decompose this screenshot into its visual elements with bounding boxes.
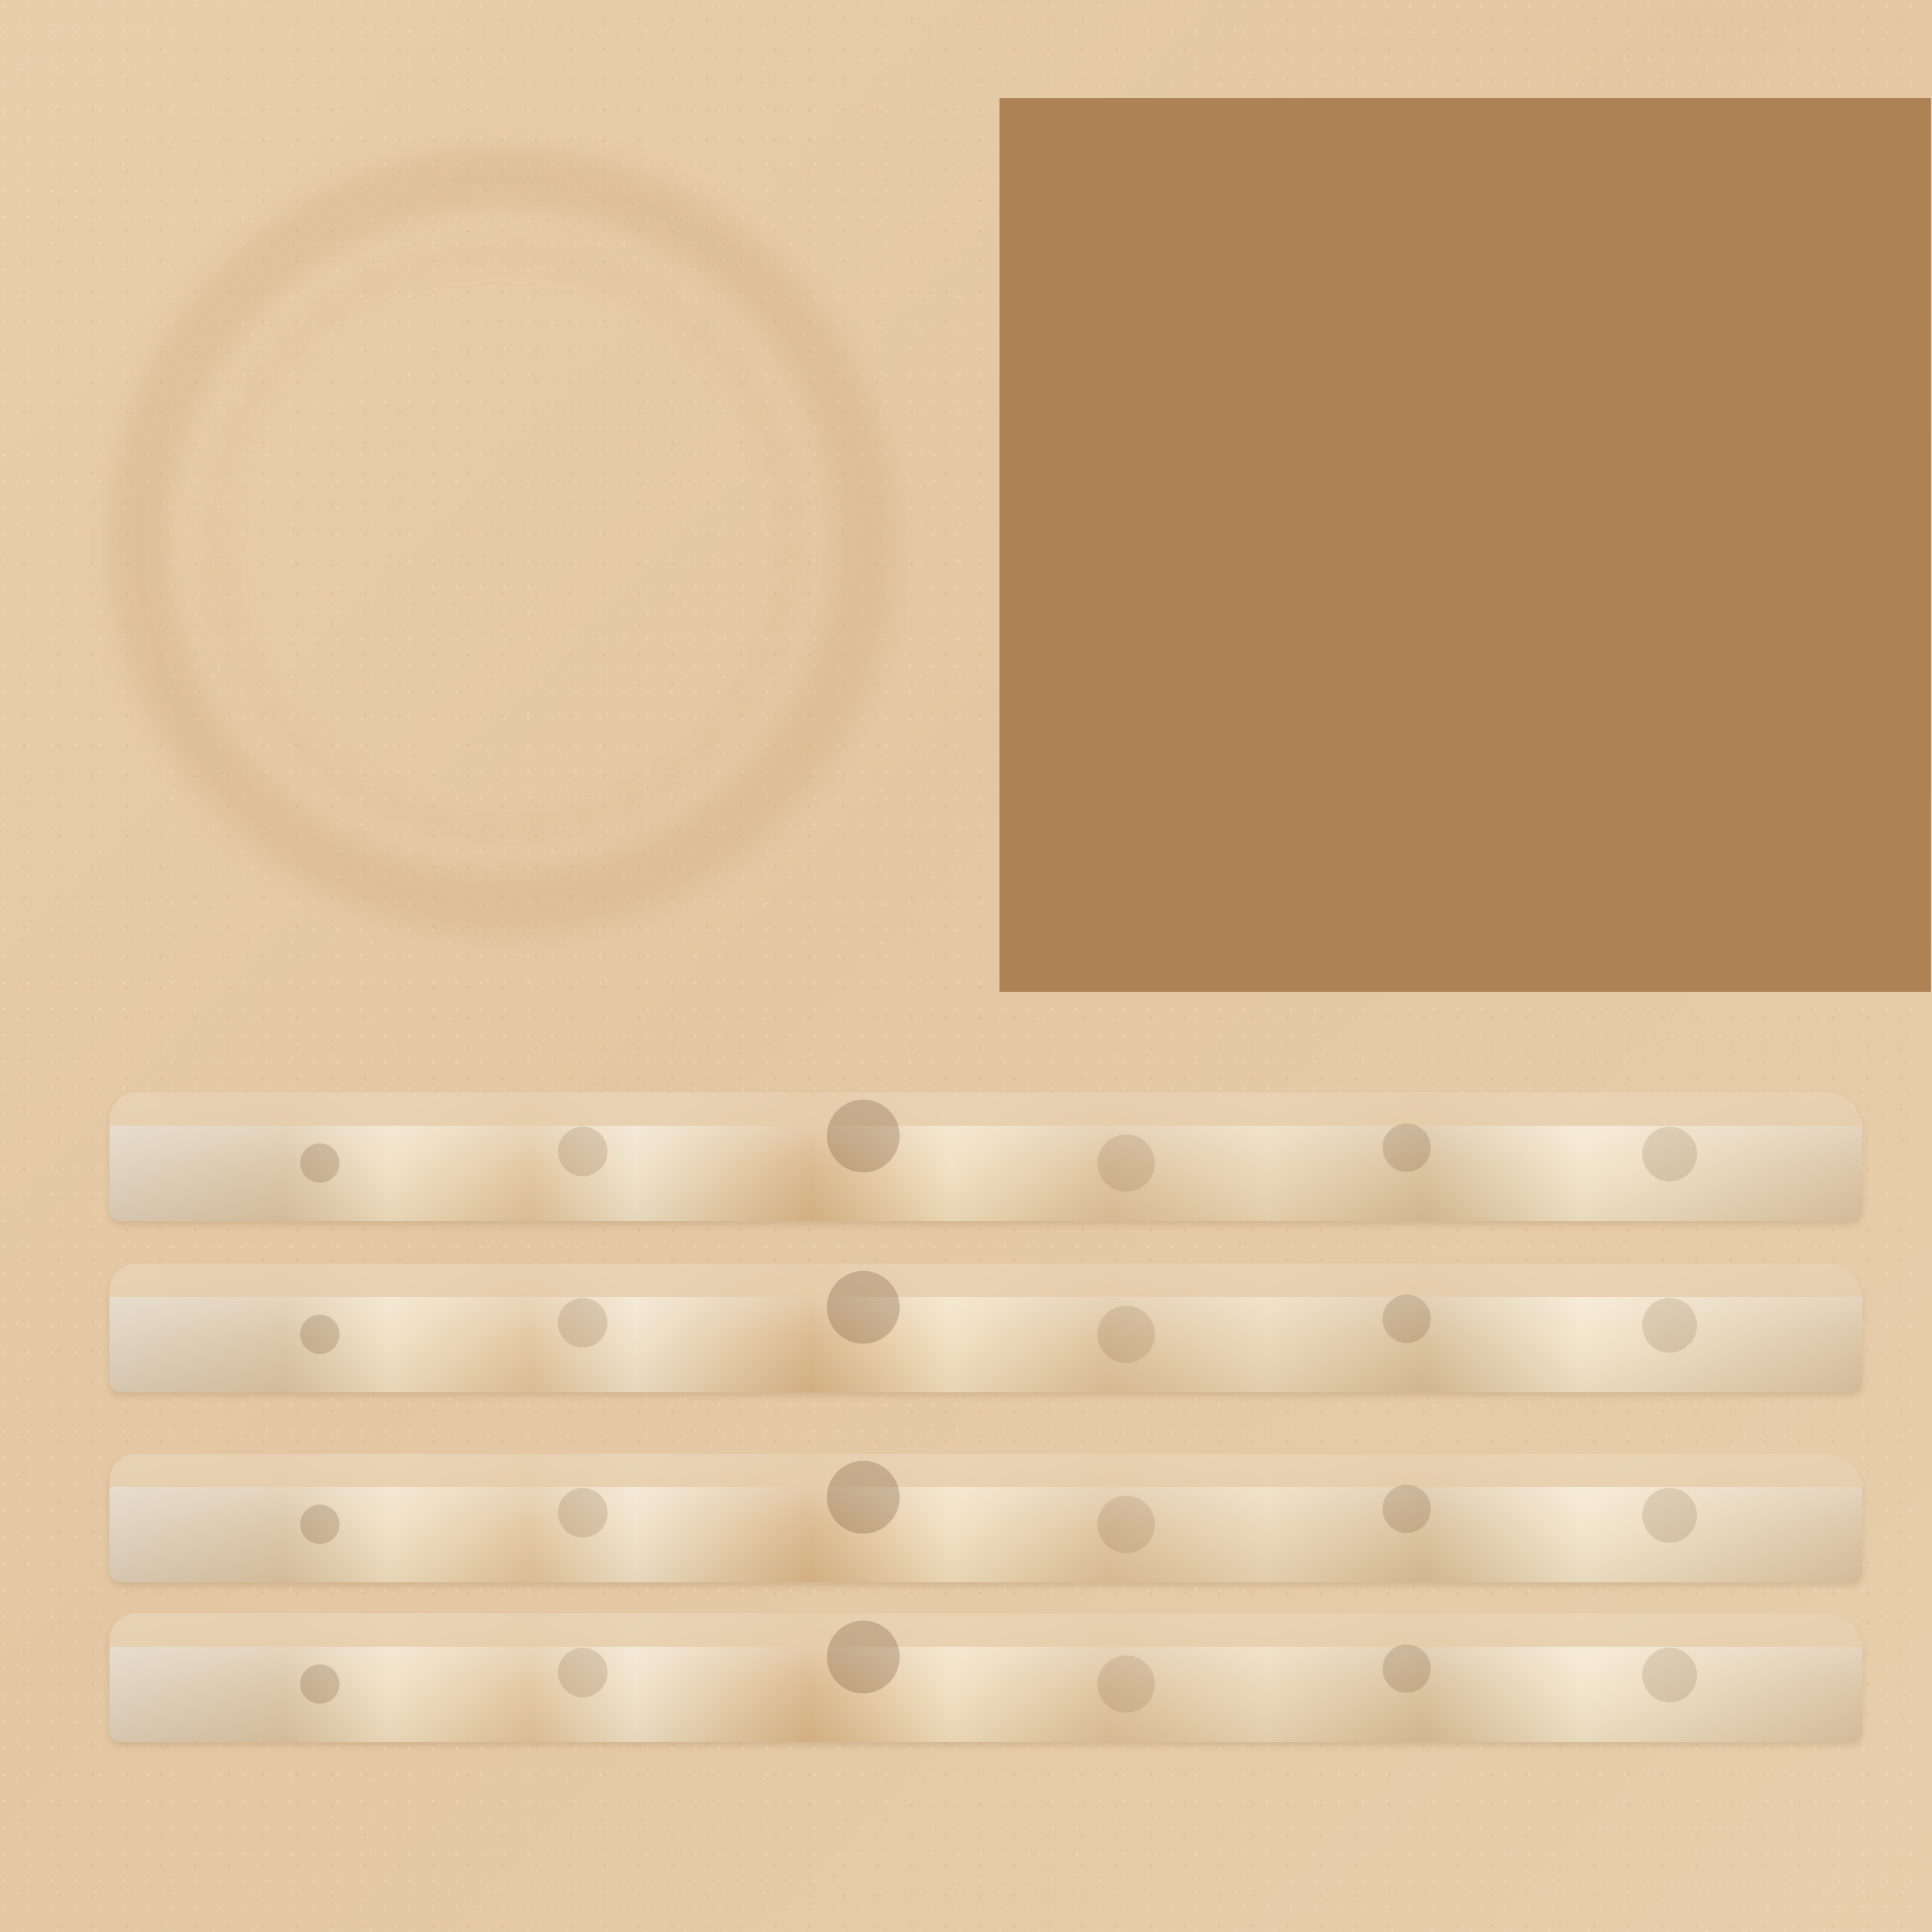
carved-border-strip [109,1613,1862,1742]
faded-ring-pattern [109,148,895,934]
brown-color-swatch [999,98,1931,992]
carved-border-strip [109,1092,1862,1221]
carved-border-strip [109,1264,1862,1392]
carved-border-strip [109,1454,1862,1582]
